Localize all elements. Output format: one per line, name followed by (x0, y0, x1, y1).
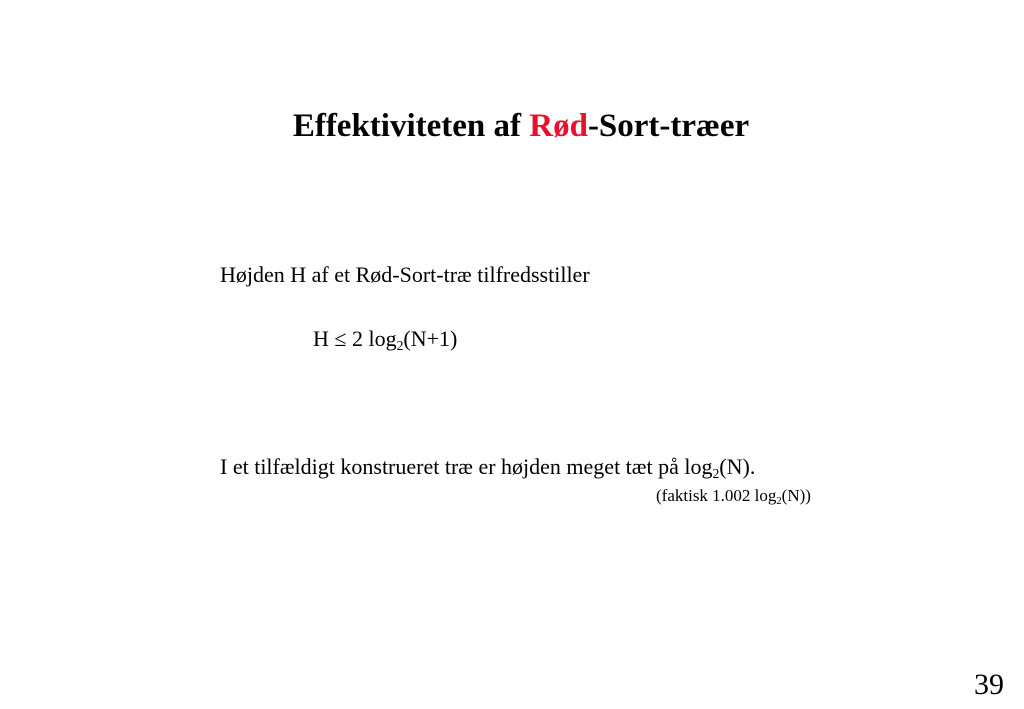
random-tree-after: (N). (719, 454, 756, 479)
slide-title (9, 108, 1024, 145)
formula-subscript: 2 (396, 338, 404, 354)
note-before: (faktisk 1.002 log (656, 486, 777, 505)
random-tree-before: I et tilfældigt konstrueret træ er højden meget tæt på log (220, 454, 713, 479)
note-subscript: 2 (776, 496, 782, 508)
random-tree-subscript: 2 (712, 466, 720, 482)
page-number: 39 (974, 668, 1004, 701)
height-statement: Højden H af et Rød-Sort-træ tilfredsstiller (220, 262, 590, 287)
random-tree-statement (220, 454, 755, 480)
note-after: (N)) (781, 486, 811, 505)
title-prefix: Effektiviteten af (292, 108, 530, 144)
title-suffix: -Sort-træer (587, 108, 750, 144)
formula-before: H ≤ 2 log (313, 326, 397, 351)
factual-note (656, 486, 811, 506)
title-highlight-red: Rød (529, 108, 588, 144)
formula-after: (N+1) (403, 326, 458, 351)
height-bound-formula (313, 326, 457, 352)
